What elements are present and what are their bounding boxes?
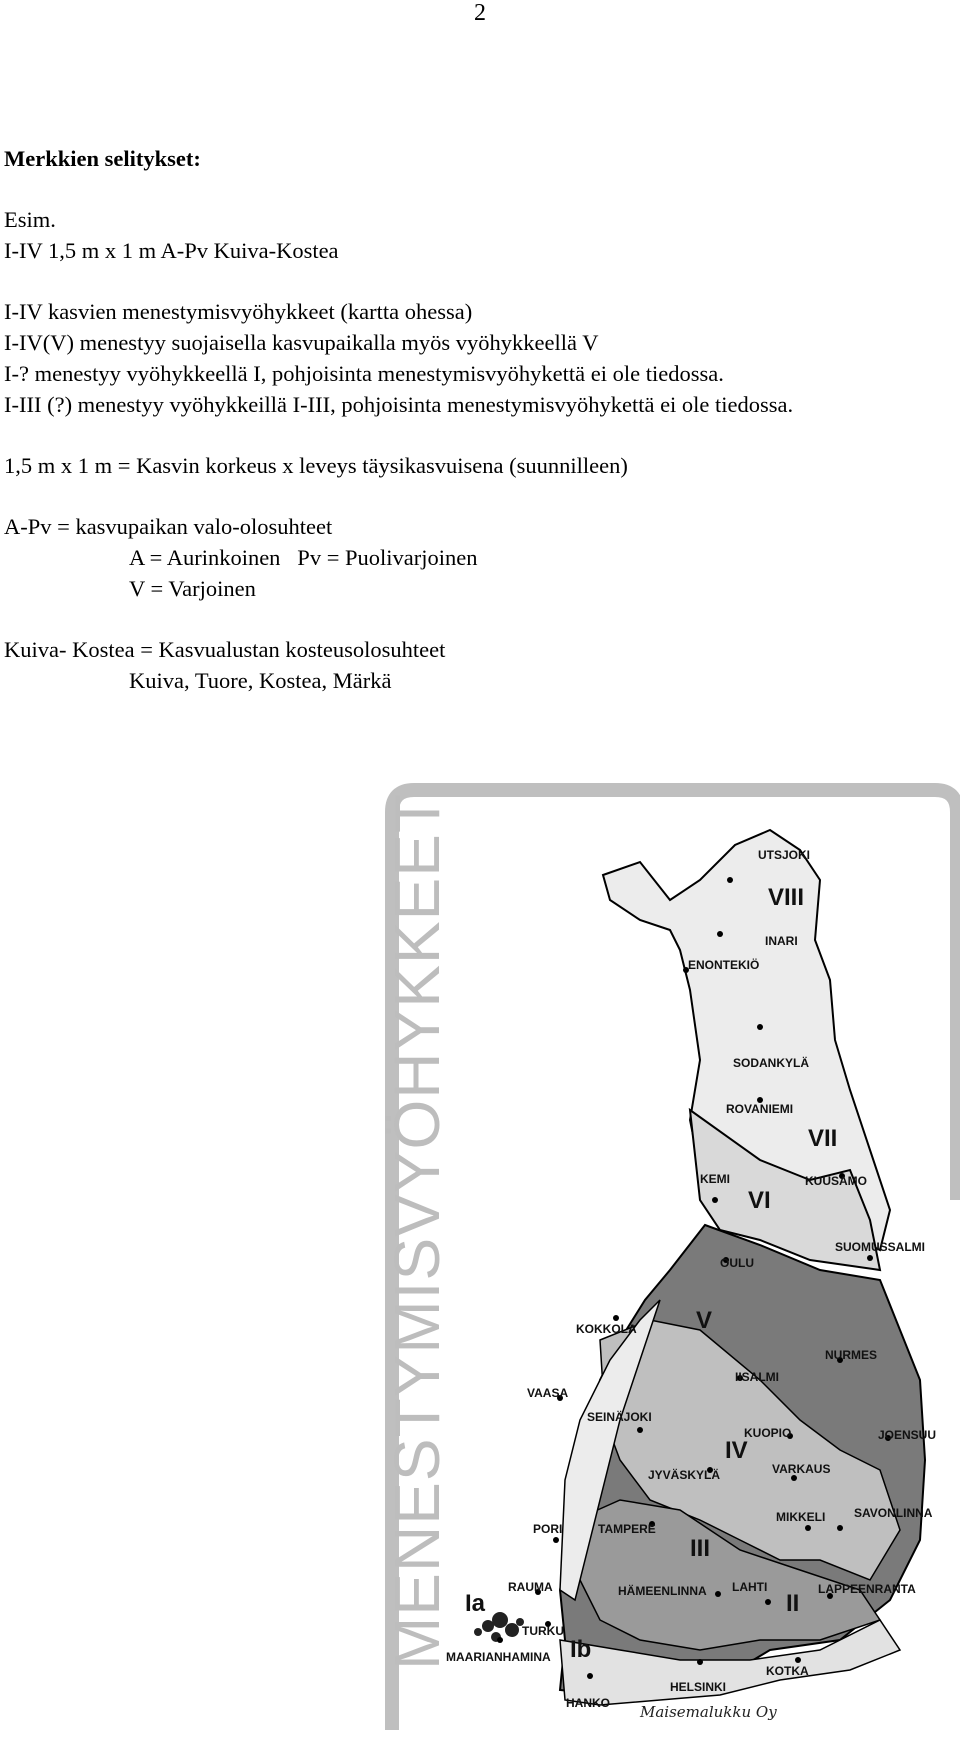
city-kuusamo: KUUSAMO <box>805 1174 867 1188</box>
city-suomussalmi: SUOMUSSALMI <box>835 1240 925 1254</box>
zone-note-2: I-IV(V) menestyy suojaisella kasvupaikalla myös vyöhykkeellä V <box>4 330 599 355</box>
zone-note-3: I-? menestyy vyöhykkeellä I, pohjoisinta menestymisvyöhykettä ei ole tiedossa. <box>4 361 724 386</box>
city-savonlinna: SAVONLINNA <box>854 1506 933 1520</box>
city-oulu: OULU <box>720 1256 754 1270</box>
city-turku: TURKU <box>522 1624 564 1638</box>
city-tampere: TAMPERE <box>598 1522 656 1536</box>
city-nurmes: NURMES <box>825 1348 878 1362</box>
city-inari: INARI <box>765 934 798 948</box>
city-hameenlinna: HÄMEENLINNA <box>618 1584 707 1598</box>
example-line: I-IV 1,5 m x 1 m A-Pv Kuiva-Kostea <box>4 238 339 263</box>
city-lahti: LAHTI <box>732 1580 768 1594</box>
zone-label-ib: Ib <box>570 1636 592 1663</box>
city-hanko: HANKO <box>566 1696 610 1710</box>
zone-label-iii: III <box>690 1535 711 1562</box>
zone-label-vii: VII <box>808 1125 838 1152</box>
city-kuopio: KUOPIO <box>744 1426 792 1440</box>
city-iisalmi: IISALMI <box>735 1370 779 1384</box>
city-mikkeli: MIKKELI <box>776 1510 826 1524</box>
city-pori: PORI <box>533 1522 563 1536</box>
moisture-values: Kuiva, Tuore, Kostea, Märkä <box>129 668 392 693</box>
light-title: A-Pv = kasvupaikan valo-olosuhteet <box>4 514 333 539</box>
city-kotka: KOTKA <box>766 1664 809 1678</box>
city-vaasa: VAASA <box>527 1386 569 1400</box>
page-number: 2 <box>474 0 486 26</box>
city-kemi: KEMI <box>700 1172 730 1186</box>
city-maarianhamina: MAARIANHAMINA <box>446 1650 551 1664</box>
moisture-title: Kuiva- Kostea = Kasvualustan kosteusolosuhteet <box>4 637 446 662</box>
legend-heading: Merkkien selitykset: <box>4 146 201 171</box>
map-title: MENESTYMISVYÖHYKKEET <box>381 792 453 1670</box>
city-joensuu: JOENSUU <box>878 1428 937 1442</box>
zone-label-vi: VI <box>748 1187 771 1214</box>
zone-label-ia: Ia <box>465 1590 486 1617</box>
size-note: 1,5 m x 1 m = Kasvin korkeus x leveys täysikasvuisena (suunnilleen) <box>4 453 628 478</box>
map-signature: Maisemalukku Oy <box>640 1703 777 1721</box>
city-utsjoki: UTSJOKI <box>758 848 811 862</box>
light-values-1: A = Aurinkoinen Pv = Puolivarjoinen <box>129 545 478 570</box>
city-rovaniemi: ROVANIEMI <box>726 1102 794 1116</box>
city-sodankyla: SODANKYLÄ <box>733 1056 810 1070</box>
city-rauma: RAUMA <box>508 1580 553 1594</box>
zone-label-viii: VIII <box>768 884 805 911</box>
city-varkaus: VARKAUS <box>772 1462 831 1476</box>
light-values-2: V = Varjoinen <box>129 576 256 601</box>
zone-label-iv: IV <box>725 1437 748 1464</box>
city-enontekio: ENONTEKIÖ <box>688 958 760 972</box>
zone-label-ii: II <box>786 1590 800 1617</box>
zone-label-v: V <box>696 1307 713 1334</box>
city-jyvaskyla: JYVÄSKYLÄ <box>648 1468 721 1482</box>
zone-note-1: I-IV kasvien menestymisvyöhykkeet (kartta ohessa) <box>4 299 473 324</box>
city-seinajoki: SEINÄJOKI <box>587 1410 652 1424</box>
example-label: Esim. <box>4 207 56 232</box>
zone-note-4: I-III (?) menestyy vyöhykkeillä I-III, pohjoisinta menestymisvyöhykettä ei ole tiedossa. <box>4 392 794 417</box>
city-kokkola: KOKKOLA <box>576 1322 637 1336</box>
city-lappeenranta: LAPPEENRANTA <box>818 1582 916 1596</box>
city-helsinki: HELSINKI <box>670 1680 727 1694</box>
